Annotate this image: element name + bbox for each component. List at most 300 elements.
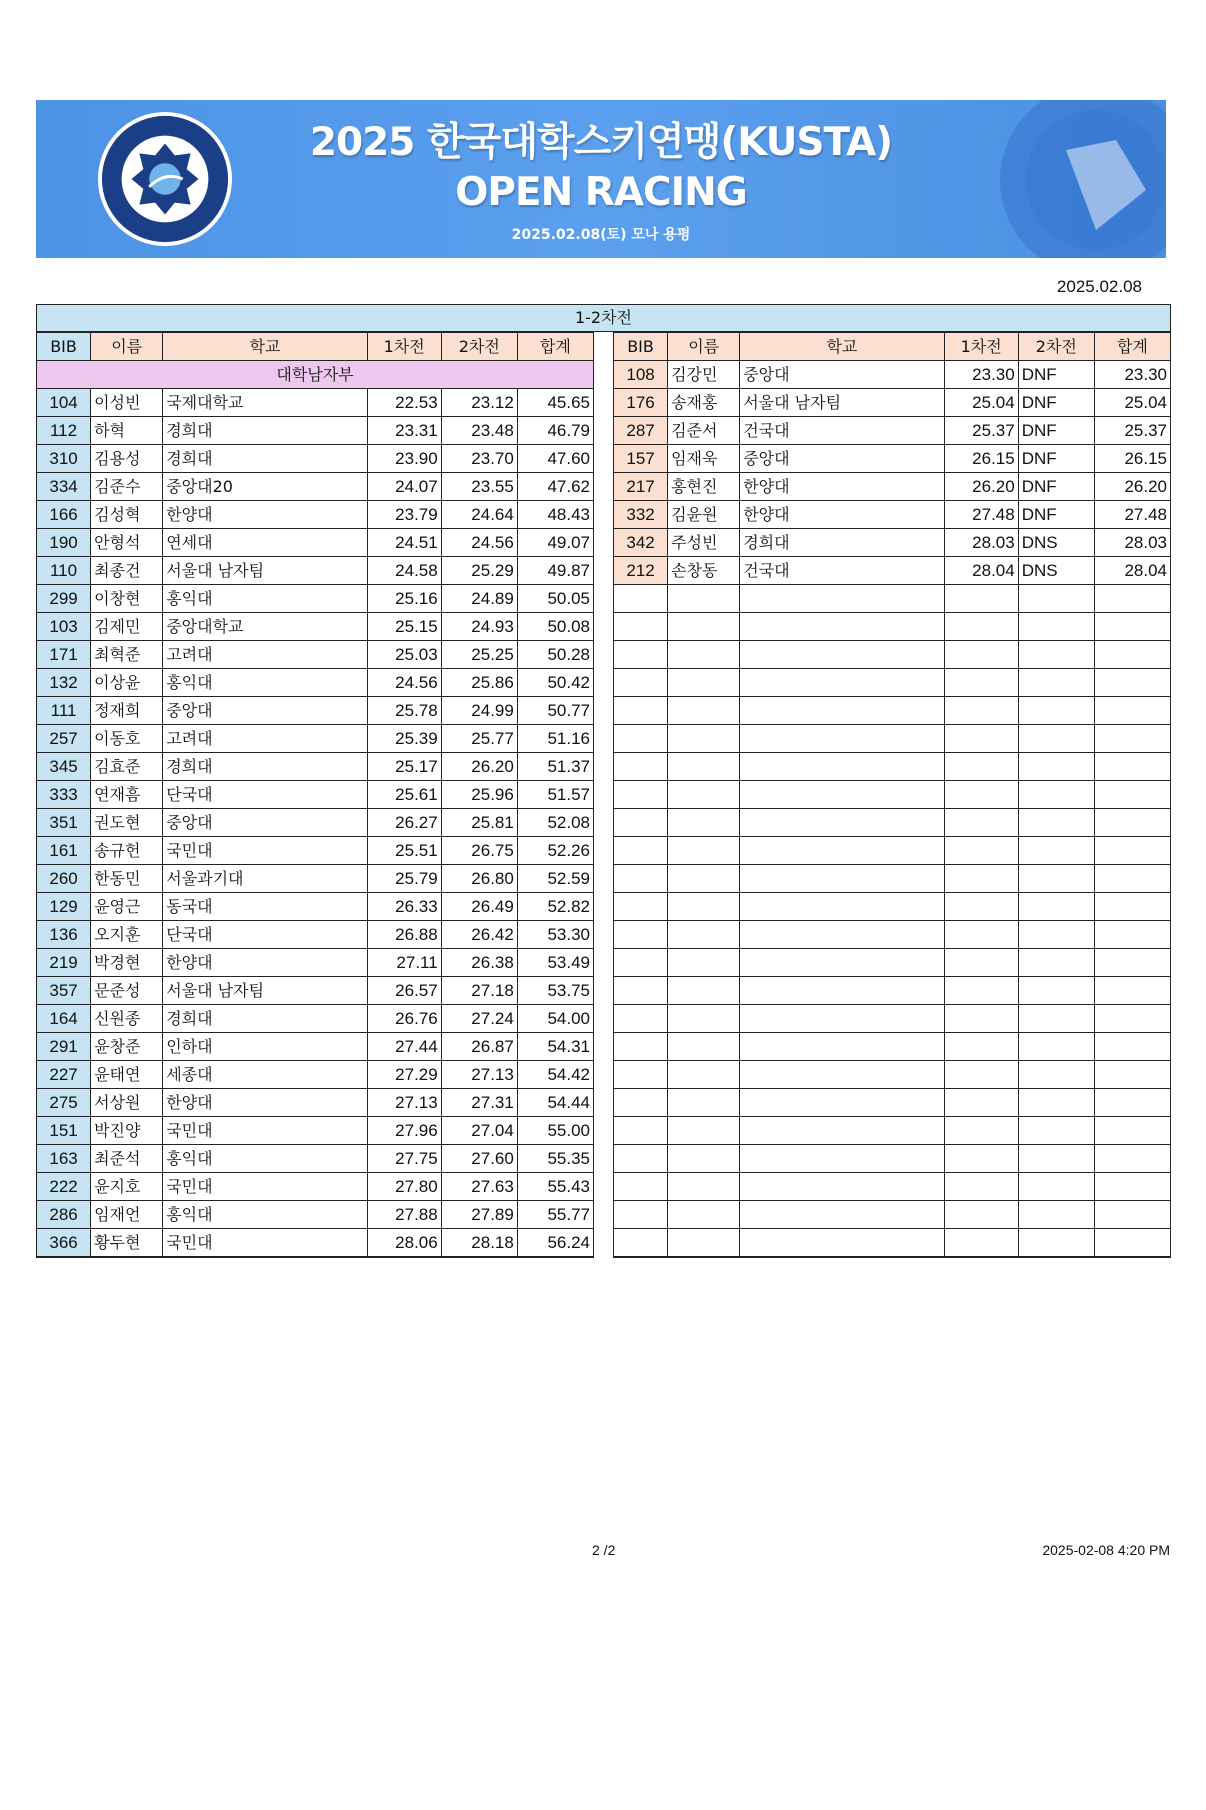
cell-name: 김준서 [668, 417, 740, 445]
cell-school [740, 753, 944, 781]
cell-bib: 190 [37, 529, 91, 557]
table-row [37, 445, 594, 473]
cell-total: 55.00 [517, 1117, 593, 1145]
cell-name [668, 1061, 740, 1089]
cell-run1: 22.53 [367, 389, 441, 417]
cell-run1: 27.29 [367, 1061, 441, 1089]
cell-total: 26.20 [1094, 473, 1170, 501]
cell-school [740, 809, 944, 837]
cell-run2: 27.31 [441, 1089, 517, 1117]
cell-run1: 26.27 [367, 809, 441, 837]
cell-run1: 25.17 [367, 753, 441, 781]
table-row [37, 921, 594, 949]
cell-run1: 25.61 [367, 781, 441, 809]
cell-name: 김용성 [91, 445, 163, 473]
cell-bib: 219 [37, 949, 91, 977]
cell-name: 김제민 [91, 613, 163, 641]
table-row [37, 1117, 594, 1145]
cell-total: 26.15 [1094, 445, 1170, 473]
cell-run1: 23.31 [367, 417, 441, 445]
cell-name [668, 1117, 740, 1145]
cell-name: 윤지호 [91, 1173, 163, 1201]
cell-bib: 357 [37, 977, 91, 1005]
cell-name: 이창현 [91, 585, 163, 613]
table-row [37, 417, 594, 445]
cell-run1 [944, 641, 1018, 669]
table-row [614, 361, 1171, 389]
cell-bib [614, 1201, 668, 1229]
cell-run1 [944, 1033, 1018, 1061]
cell-school: 중앙대 [163, 809, 367, 837]
cell-name [668, 1201, 740, 1229]
cell-run2: 25.29 [441, 557, 517, 585]
cell-run2: DNF [1018, 361, 1094, 389]
cell-school [740, 585, 944, 613]
cell-run1: 27.11 [367, 949, 441, 977]
cell-run1: 27.44 [367, 1033, 441, 1061]
cell-school: 국제대학교 [163, 389, 367, 417]
cell-name: 서상원 [91, 1089, 163, 1117]
cell-name: 이동호 [91, 725, 163, 753]
cell-bib: 157 [614, 445, 668, 473]
cell-bib: 345 [37, 753, 91, 781]
cell-bib: 104 [37, 389, 91, 417]
category-label: 대학남자부 [37, 361, 594, 389]
cell-school: 국민대 [163, 837, 367, 865]
cell-total [1094, 1033, 1170, 1061]
cell-name: 박진양 [91, 1117, 163, 1145]
cell-bib [614, 837, 668, 865]
cell-school [740, 1117, 944, 1145]
cell-run1: 25.16 [367, 585, 441, 613]
cell-bib: 129 [37, 893, 91, 921]
cell-run1 [944, 753, 1018, 781]
cell-run1 [944, 921, 1018, 949]
cell-school: 중앙대학교 [163, 613, 367, 641]
cell-name: 홍현진 [668, 473, 740, 501]
cell-school: 단국대 [163, 921, 367, 949]
cell-bib [614, 1145, 668, 1173]
cell-school: 한양대 [163, 501, 367, 529]
cell-school: 한양대 [740, 501, 944, 529]
cell-run2: 24.99 [441, 697, 517, 725]
table-row [37, 725, 594, 753]
cell-total: 45.65 [517, 389, 593, 417]
cell-total [1094, 1117, 1170, 1145]
cell-run1: 23.79 [367, 501, 441, 529]
cell-school: 한양대 [163, 1089, 367, 1117]
table-row [614, 781, 1171, 809]
cell-run2 [1018, 1089, 1094, 1117]
cell-run1: 28.04 [944, 557, 1018, 585]
cell-school: 한양대 [740, 473, 944, 501]
cell-name [668, 1005, 740, 1033]
table-row [37, 1229, 594, 1258]
cell-run2: 23.12 [441, 389, 517, 417]
cell-run2 [1018, 1229, 1094, 1258]
table-row [614, 977, 1171, 1005]
cell-name: 연재흠 [91, 781, 163, 809]
cell-total: 50.28 [517, 641, 593, 669]
table-row [37, 1089, 594, 1117]
cell-run2: 26.80 [441, 865, 517, 893]
cell-run1 [944, 613, 1018, 641]
cell-run1 [944, 949, 1018, 977]
cell-total: 50.08 [517, 613, 593, 641]
cell-name [668, 893, 740, 921]
cell-run1 [944, 1145, 1018, 1173]
cell-run1 [944, 837, 1018, 865]
cell-total: 54.44 [517, 1089, 593, 1117]
header-run1: 1차전 [367, 333, 441, 361]
table-row [37, 473, 594, 501]
cell-run2: 27.60 [441, 1145, 517, 1173]
cell-run2: 24.93 [441, 613, 517, 641]
header-run2: 2차전 [441, 333, 517, 361]
cell-total [1094, 1145, 1170, 1173]
table-row [614, 1201, 1171, 1229]
cell-total [1094, 977, 1170, 1005]
cell-bib: 161 [37, 837, 91, 865]
cell-total [1094, 893, 1170, 921]
cell-total [1094, 865, 1170, 893]
cell-school [740, 977, 944, 1005]
cell-run1: 25.39 [367, 725, 441, 753]
cell-school: 중앙대20 [163, 473, 367, 501]
cell-run2: 25.96 [441, 781, 517, 809]
cell-bib: 166 [37, 501, 91, 529]
cell-school [740, 781, 944, 809]
cell-name: 오지훈 [91, 921, 163, 949]
cell-total [1094, 809, 1170, 837]
table-row [614, 557, 1171, 585]
cell-run2: 27.24 [441, 1005, 517, 1033]
cell-school [740, 697, 944, 725]
cell-total [1094, 641, 1170, 669]
cell-total: 52.59 [517, 865, 593, 893]
cell-name: 안형석 [91, 529, 163, 557]
cell-school [740, 1061, 944, 1089]
cell-school [740, 1145, 944, 1173]
table-row [614, 1005, 1171, 1033]
cell-run2 [1018, 1145, 1094, 1173]
cell-name [668, 949, 740, 977]
cell-school: 고려대 [163, 725, 367, 753]
cell-run2: DNF [1018, 417, 1094, 445]
table-row [614, 585, 1171, 613]
cell-name: 최혁준 [91, 641, 163, 669]
cell-total: 54.42 [517, 1061, 593, 1089]
cell-total: 50.05 [517, 585, 593, 613]
cell-school [740, 725, 944, 753]
document-date: 2025.02.08 [1056, 277, 1142, 296]
cell-school: 인하대 [163, 1033, 367, 1061]
cell-run2 [1018, 949, 1094, 977]
table-row [37, 389, 594, 417]
cell-name: 윤영근 [91, 893, 163, 921]
cell-run1 [944, 1173, 1018, 1201]
cell-total: 47.62 [517, 473, 593, 501]
cell-bib [614, 1005, 668, 1033]
cell-bib: 366 [37, 1229, 91, 1258]
cell-total: 55.77 [517, 1201, 593, 1229]
cell-school: 경희대 [163, 1005, 367, 1033]
cell-name [668, 1033, 740, 1061]
cell-school: 경희대 [163, 753, 367, 781]
cell-bib: 176 [614, 389, 668, 417]
cell-school: 서울대 남자팀 [163, 977, 367, 1005]
cell-bib: 171 [37, 641, 91, 669]
cell-run2: 27.89 [441, 1201, 517, 1229]
cell-bib: 103 [37, 613, 91, 641]
header-run2: 2차전 [1018, 333, 1094, 361]
cell-school: 경희대 [163, 445, 367, 473]
cell-school: 국민대 [163, 1173, 367, 1201]
header-total: 합계 [1094, 333, 1170, 361]
event-banner [36, 100, 1166, 258]
cell-run2: DNS [1018, 529, 1094, 557]
cell-run2 [1018, 725, 1094, 753]
cell-school [740, 669, 944, 697]
left-results-table [36, 332, 594, 1258]
cell-bib [614, 1033, 668, 1061]
cell-bib: 222 [37, 1173, 91, 1201]
cell-school: 서울대 남자팀 [740, 389, 944, 417]
cell-name: 김윤원 [668, 501, 740, 529]
table-row [614, 893, 1171, 921]
table-title: 1-2차전 [36, 304, 1171, 332]
cell-run1: 24.51 [367, 529, 441, 557]
cell-run1 [944, 697, 1018, 725]
cell-run1: 26.33 [367, 893, 441, 921]
cell-name: 송재홍 [668, 389, 740, 417]
cell-bib [614, 977, 668, 1005]
cell-run2: DNS [1018, 557, 1094, 585]
table-row [614, 473, 1171, 501]
cell-school: 동국대 [163, 893, 367, 921]
table-row [614, 501, 1171, 529]
cell-school: 경희대 [740, 529, 944, 557]
cell-bib: 227 [37, 1061, 91, 1089]
cell-total: 47.60 [517, 445, 593, 473]
table-row [614, 837, 1171, 865]
cell-run2: 24.89 [441, 585, 517, 613]
cell-run1 [944, 1005, 1018, 1033]
table-row [614, 865, 1171, 893]
cell-run2 [1018, 977, 1094, 1005]
cell-total: 50.42 [517, 669, 593, 697]
cell-bib: 164 [37, 1005, 91, 1033]
cell-run2: 23.55 [441, 473, 517, 501]
cell-school: 건국대 [740, 557, 944, 585]
cell-run2 [1018, 921, 1094, 949]
cell-total [1094, 669, 1170, 697]
cell-bib [614, 781, 668, 809]
left-header-row [37, 333, 594, 361]
table-row [37, 613, 594, 641]
right-results-table [613, 332, 1171, 1258]
table-row [37, 949, 594, 977]
cell-name: 하혁 [91, 417, 163, 445]
cell-name: 임재욱 [668, 445, 740, 473]
table-row [614, 445, 1171, 473]
cell-total: 56.24 [517, 1229, 593, 1258]
banner-title-line1: 2025 한국대학스키연맹(KUSTA) [309, 120, 893, 165]
cell-name [668, 669, 740, 697]
cell-run1: 28.03 [944, 529, 1018, 557]
cell-run2: 26.87 [441, 1033, 517, 1061]
table-row [37, 641, 594, 669]
cell-total: 23.30 [1094, 361, 1170, 389]
cell-name: 임재언 [91, 1201, 163, 1229]
cell-run1 [944, 781, 1018, 809]
cell-school [740, 1089, 944, 1117]
cell-bib: 212 [614, 557, 668, 585]
table-row [614, 1173, 1171, 1201]
cell-name: 권도현 [91, 809, 163, 837]
cell-total [1094, 1089, 1170, 1117]
cell-school: 국민대 [163, 1229, 367, 1258]
cell-school: 홍익대 [163, 1201, 367, 1229]
cell-run1: 27.75 [367, 1145, 441, 1173]
cell-total: 52.08 [517, 809, 593, 837]
cell-bib [614, 1089, 668, 1117]
cell-run1: 27.80 [367, 1173, 441, 1201]
table-row [614, 1089, 1171, 1117]
header-school: 학교 [163, 333, 367, 361]
cell-total: 53.30 [517, 921, 593, 949]
cell-school [740, 893, 944, 921]
cell-bib [614, 1173, 668, 1201]
cell-total [1094, 837, 1170, 865]
cell-bib: 275 [37, 1089, 91, 1117]
cell-total [1094, 921, 1170, 949]
header-school: 학교 [740, 333, 944, 361]
table-row [614, 389, 1171, 417]
cell-run2: 27.13 [441, 1061, 517, 1089]
cell-run1: 25.03 [367, 641, 441, 669]
cell-run1 [944, 1061, 1018, 1089]
cell-run2 [1018, 669, 1094, 697]
cell-run2: 25.86 [441, 669, 517, 697]
cell-total: 51.37 [517, 753, 593, 781]
cell-total [1094, 1061, 1170, 1089]
cell-name: 윤창준 [91, 1033, 163, 1061]
cell-bib: 111 [37, 697, 91, 725]
cell-name [668, 809, 740, 837]
cell-run1: 23.30 [944, 361, 1018, 389]
cell-total: 51.16 [517, 725, 593, 753]
table-row [37, 501, 594, 529]
cell-run1 [944, 809, 1018, 837]
table-row [37, 809, 594, 837]
cell-bib [614, 641, 668, 669]
cell-run1: 25.51 [367, 837, 441, 865]
cell-run2 [1018, 893, 1094, 921]
table-row [614, 613, 1171, 641]
cell-school: 경희대 [163, 417, 367, 445]
cell-bib [614, 1117, 668, 1145]
kusta-watermark-icon [996, 100, 1166, 258]
cell-bib: 334 [37, 473, 91, 501]
banner-subtitle: 2025.02.08(토) 모나 용평 [511, 227, 691, 243]
cell-total: 54.00 [517, 1005, 593, 1033]
cell-run1 [944, 1089, 1018, 1117]
cell-run2: 27.63 [441, 1173, 517, 1201]
cell-total [1094, 585, 1170, 613]
cell-name: 황두현 [91, 1229, 163, 1258]
cell-total [1094, 1229, 1170, 1258]
cell-total [1094, 613, 1170, 641]
table-row [614, 1033, 1171, 1061]
cell-run1: 27.48 [944, 501, 1018, 529]
cell-name [668, 725, 740, 753]
cell-school: 홍익대 [163, 585, 367, 613]
cell-name: 신원종 [91, 1005, 163, 1033]
cell-run1: 25.78 [367, 697, 441, 725]
cell-run1: 24.58 [367, 557, 441, 585]
cell-run2 [1018, 781, 1094, 809]
cell-bib [614, 865, 668, 893]
cell-name [668, 585, 740, 613]
cell-school: 국민대 [163, 1117, 367, 1145]
cell-bib [614, 921, 668, 949]
cell-run1: 26.15 [944, 445, 1018, 473]
cell-run1 [944, 725, 1018, 753]
cell-run2 [1018, 1033, 1094, 1061]
table-row [37, 697, 594, 725]
table-row [614, 949, 1171, 977]
header-bib: BIB [614, 333, 668, 361]
cell-school [740, 865, 944, 893]
cell-bib: 291 [37, 1033, 91, 1061]
cell-name [668, 1229, 740, 1258]
cell-run2 [1018, 753, 1094, 781]
cell-run1: 27.96 [367, 1117, 441, 1145]
cell-total: 54.31 [517, 1033, 593, 1061]
cell-run1 [944, 1117, 1018, 1145]
cell-name: 박경현 [91, 949, 163, 977]
table-row [37, 865, 594, 893]
table-row [614, 641, 1171, 669]
cell-total: 53.49 [517, 949, 593, 977]
cell-run1: 23.90 [367, 445, 441, 473]
table-row [37, 837, 594, 865]
cell-total: 25.04 [1094, 389, 1170, 417]
cell-name: 김강민 [668, 361, 740, 389]
cell-run1 [944, 1229, 1018, 1258]
cell-run1: 25.37 [944, 417, 1018, 445]
cell-bib: 132 [37, 669, 91, 697]
banner-title-line2: OPEN RACING [455, 170, 747, 215]
cell-run2: 27.04 [441, 1117, 517, 1145]
header-total: 합계 [517, 333, 593, 361]
cell-run2 [1018, 1173, 1094, 1201]
cell-total: 49.87 [517, 557, 593, 585]
table-row [614, 725, 1171, 753]
cell-run2 [1018, 1117, 1094, 1145]
cell-name: 김준수 [91, 473, 163, 501]
cell-run1 [944, 977, 1018, 1005]
cell-run1 [944, 1201, 1018, 1229]
cell-run2: 25.81 [441, 809, 517, 837]
cell-school: 중앙대 [163, 697, 367, 725]
cell-name [668, 781, 740, 809]
table-row [614, 417, 1171, 445]
cell-total: 55.35 [517, 1145, 593, 1173]
cell-school: 연세대 [163, 529, 367, 557]
cell-run2 [1018, 585, 1094, 613]
